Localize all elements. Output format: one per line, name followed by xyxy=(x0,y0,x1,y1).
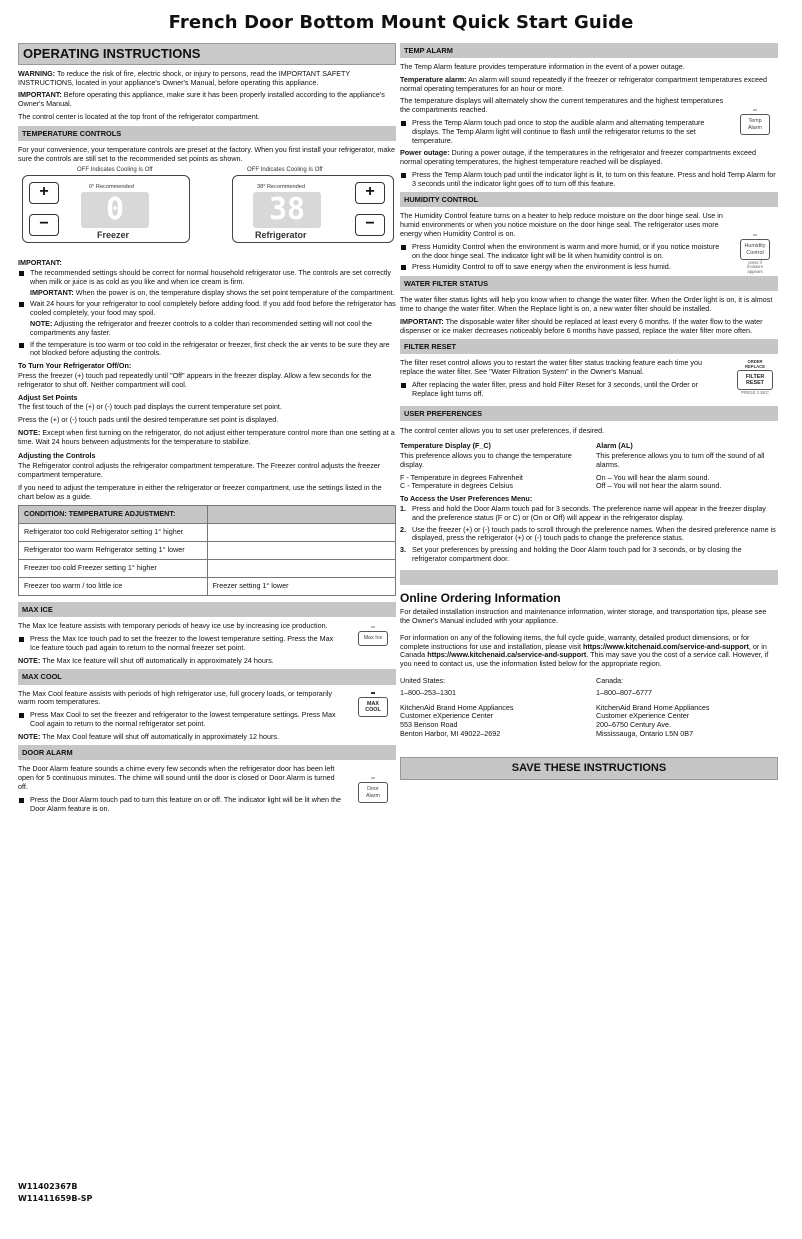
filter-reset-button[interactable]: FILTER RESET xyxy=(737,370,773,390)
max-ice-icon xyxy=(358,626,388,645)
humidity-control-icon: Humidity Control press if moisture appears xyxy=(740,234,770,274)
adjusting-text-1: The Refrigerator control adjusts the refrigerator compartment temperature. The Freezer control adjusts the freezer compartment temperature. xyxy=(18,461,381,479)
max-cool-header: MAX COOL xyxy=(18,669,396,684)
humidity-control-button[interactable]: Humidity Control xyxy=(740,239,770,259)
temperature-controls-header: TEMPERATURE CONTROLS xyxy=(18,126,396,141)
contact-canada: Canada: 1–800–807–6777 KitchenAid Brand Home Appliances Customer eXperience Center 200–6750 Century Ave. Mississauga, Ontario L5N 0B7 xyxy=(596,675,710,738)
list-item: 2. Use the freezer (+) or (-) touch pads to scroll through the preference names. When the desired preference name is displayed, press the refrigerator (+) or (-) touch pads to change the preference status. xyxy=(400,524,776,543)
adjusting-text-2: If you need to adjust the temperature in either the refrigerator or freezer compartment, use the settings listed in the chart below as a guide. xyxy=(18,482,382,501)
filter-reset-section: ORDER REPLACE FILTER RESET PRESS 3 SEC The filter reset control allows you to restart the water filter status tracking feature each time you replace the water filter. See "Water Filtration System" in the Owner's Manual. After replacing the water filter, press and hold Filter Reset for 3 seconds, until the Order or Replace light turns off. xyxy=(400,359,778,398)
freezer-display: 0 xyxy=(81,192,149,228)
adjusting-heading: Adjusting the Controls xyxy=(18,451,96,461)
list-item: Press the Temp Alarm touch pad until the indicator light is lit, to turn on this feature. Press and hold Temp Alarm for 3 seconds until the indicator light goes off to turn off this feature. xyxy=(400,171,778,189)
list-item: If the temperature is too warm or too cold in the refrigerator or freezer, first check the air vents to be sure they are not blocked before adjusting the controls. xyxy=(18,341,396,359)
list-item: Press Humidity Control when the environment is warm and more humid, or if you notice moisture on the door hinge seal. The indicator light will be lit when humidity control is on. xyxy=(400,243,726,261)
refrigerator-plus-button[interactable]: + xyxy=(355,182,385,204)
adjust-text-2: Press the (+) or (-) touch pads until the desired temperature set point is displayed. xyxy=(18,415,279,425)
temp-alarm-button[interactable]: Temp Alarm xyxy=(740,114,770,134)
max-ice-button[interactable]: Max Ice xyxy=(358,631,388,645)
freezer-minus-button[interactable]: − xyxy=(29,214,59,236)
off-note-freezer: OFF Indicates Cooling Is Off xyxy=(77,167,153,174)
online-ordering-heading: Online Ordering Information xyxy=(400,590,561,605)
freezer-control xyxy=(22,167,190,243)
max-cool-note: NOTE: The Max Cool feature will shut off automatically in approximately 12 hours. xyxy=(18,731,279,741)
user-preferences-text: The control center allows you to set user preferences, if desired. xyxy=(400,426,605,436)
operating-instructions-header: OPERATING INSTRUCTIONS xyxy=(18,43,396,65)
user-preferences-header: USER PREFERENCES xyxy=(400,406,778,421)
list-item: Wait 24 hours for your refrigerator to cool completely before adding food. If you add food before the refrigerator has cooled completely, your food may spoil. NOTE: Adjusting the refrigerator and freezer controls to a colder than recommended setting will not cool the compartments any faster. xyxy=(18,300,396,337)
refrigerator-control xyxy=(232,167,394,243)
door-alarm-header: DOOR ALARM xyxy=(18,745,396,760)
list-item: 3. Set your preferences by pressing and holding the Door Alarm touch pad for 3 seconds, or by closing the refrigerator compartment door. xyxy=(400,545,742,563)
max-ice-note: NOTE: The Max Ice feature will shut off automatically in approximately 24 hours. xyxy=(18,655,274,665)
empty-divider-bar xyxy=(400,570,778,585)
temp-alarm-paragraph: Temperature alarm: An alarm will sound repeatedly if the freezer or refrigerator compartment temperatures exceed normal operating temperatures for an hour or more. xyxy=(400,74,767,93)
refrigerator-label: Refrigerator xyxy=(255,230,307,241)
adjust-text-1: The first touch of the (+) or (-) touch pad displays the current temperature set point. xyxy=(18,402,282,412)
turn-off-text: Press the freezer (+) touch pad repeatedly until "Off" appears in the freezer display. Allow a few seconds for the refrigerator to shut off. Neither compartment will cool. xyxy=(18,370,372,389)
adjust-note: NOTE: Except when first turning on the refrigerator, do not adjust either temperature control more than one setting at a time. Wait 24 hours between adjustments for the temperature to stabilize. xyxy=(18,427,395,446)
alarm-pref: Alarm (AL) This preference allows you to turn off the sound of all alarms. On – You will hear the alarm sound. Off – You will not hear the alarm sound. xyxy=(596,441,765,491)
freezer-recommended: 0° Recommended xyxy=(89,184,134,191)
door-alarm-section: Door Alarm The Door Alarm feature sounds a chime every few seconds when the refrigerator door has been left open for 5 continuous minutes. The chime will sound until the door is closed or Door Alarm is turned off. Press the Door Alarm touch pad to turn this feature on or off. The indicator light will be lit when the Door Alarm feature is on. xyxy=(18,765,396,813)
online-text-1: For detailed installation instruction and maintenance information, winter storage, and transportation tips, please see the Owner's Manual included with your appliance. xyxy=(400,607,767,626)
refrigerator-minus-button[interactable]: − xyxy=(355,214,385,236)
important-paragraph: IMPORTANT: Before operating this appliance, make sure it has been properly installed according to the appliance's Owner's Manual. xyxy=(18,90,385,109)
control-center-text: The control center is located at the top front of the refrigerator compartment. xyxy=(18,111,260,121)
important-list xyxy=(18,269,396,358)
table-row: Freezer too cold Freezer setting 1° higher xyxy=(19,560,396,578)
table-header-row: CONDITION: TEMPERATURE ADJUSTMENT: xyxy=(19,506,396,524)
list-item: The recommended settings should be correct for normal household refrigerator use. The controls are set correctly when milk or juice is as cold as you like and when ice cream is firm. IMPORTANT: When the power is on, the temperature display shows the set point temperature of the compartment. xyxy=(18,269,396,297)
table-row: Refrigerator too cold Refrigerator setting 1° higher xyxy=(19,524,396,542)
temp-alarm-intro: The Temp Alarm feature provides temperature information in the event of a power outage. xyxy=(400,62,685,72)
water-filter-important: IMPORTANT: The disposable water filter should be replaced at least every 6 months. If the water flow to the water dispenser or ice maker decreases noticeably before 6 months have passed, replace the water filter more often. xyxy=(400,316,763,335)
door-alarm-button[interactable]: Door Alarm xyxy=(358,782,388,802)
list-item: Press Max Cool to set the freezer and refrigerator to the lowest temperature settings. Press Max Cool again to return to the normal refrigerator set point. xyxy=(18,711,344,729)
list-item: Press Humidity Control to off to save energy when the environment is less humid. xyxy=(400,263,726,272)
filter-reset-icon: ORDER REPLACE FILTER RESET PRESS 3 SEC xyxy=(737,359,773,395)
water-filter-status-text: The water filter status lights will help you know when to change the water filter. When the Order light is on, it is almost time to change the water filter. When the Replace light is on, a new water filter should be installed. xyxy=(400,295,773,313)
temp-display-pref: Temperature Display (F_C) This preference allows you to change the temperature display. F - Temperature in degrees Fahrenheit C - Temperature in degrees Celsius xyxy=(400,441,572,491)
turn-off-heading: To Turn Your Refrigerator Off/On: xyxy=(18,361,132,371)
power-outage-paragraph: Power outage: During a power outage, if the temperatures in the refrigerator and freezer compartments exceed normal operating temperatures, the highest temperature reached will be displayed. xyxy=(400,148,756,167)
preferences-columns xyxy=(400,442,778,495)
left-column xyxy=(18,43,396,817)
control-panel-diagram xyxy=(18,169,396,249)
part-number-2: W11411659B-SP xyxy=(18,1194,93,1204)
max-ice-header: MAX ICE xyxy=(18,602,396,617)
part-number-1: W11402367B xyxy=(18,1182,78,1191)
save-instructions-banner: SAVE THESE INSTRUCTIONS xyxy=(400,757,778,780)
adjustment-table xyxy=(18,505,396,596)
list-item: After replacing the water filter, press and hold Filter Reset for 3 seconds, until the Order or Replace light turns off. xyxy=(400,381,726,399)
temp-alarm-icon xyxy=(740,109,770,134)
steps-list xyxy=(400,505,778,564)
humidity-control-header: HUMIDITY CONTROL xyxy=(400,192,778,207)
list-item: 1. Press and hold the Door Alarm touch pad for 3 seconds. The preference name will appear in the freezer display and the preference status (F or C) or (On or Off) will appear in the refrigerator display. xyxy=(400,503,766,522)
us-support-link[interactable]: https://www.kitchenaid.com/service-and-support xyxy=(582,641,749,651)
max-cool-button[interactable]: MAX COOL xyxy=(358,697,388,717)
warning-paragraph: WARNING: To reduce the risk of fire, electric shock, or injury to persons, read the IMPORTANT SAFETY INSTRUCTIONS, located in your appliance's Owner's Manual, before operating this appliance. xyxy=(18,68,351,87)
part-numbers xyxy=(18,1181,92,1206)
online-text-2: For information on any of the following items, the full cycle guide, warranty, detailed product dimensions, or for complete instructions for use and installation, please visit https://www.kitchenaid.com/service-and-support, or in Canada https://www.kitchenaid.ca/service-and-support. This may save you the cost of a service call. However, if you need to contact us, use the information listed below for the appropriate region. xyxy=(400,632,769,669)
door-alarm-icon xyxy=(358,777,388,802)
contact-columns xyxy=(400,677,778,739)
page-title: French Door Bottom Mount Quick Start Guide xyxy=(168,12,634,33)
off-note-refrigerator: OFF Indicates Cooling Is Off xyxy=(247,167,323,174)
ca-support-link[interactable]: https://www.kitchenaid.ca/service-and-support xyxy=(427,650,587,660)
max-cool-icon xyxy=(358,692,388,717)
contact-us: United States: 1–800–253–1301 KitchenAid Brand Home Appliances Customer eXperience Center 553 Benson Road Benton Harbor, MI 49022–2692 xyxy=(400,675,514,738)
table-row: Refrigerator too warm Refrigerator setting 1° lower xyxy=(19,542,396,560)
max-ice-section: Max Ice The Max Ice feature assists with temporary periods of heavy ice use by increasing ice production. Press the Max Ice touch pad to set the freezer to the lowest temperature setting. Press the Max Ice feature touch pad again to return to the normal freezer set point. xyxy=(18,622,396,652)
water-filter-status-header: WATER FILTER STATUS xyxy=(400,276,778,291)
refrigerator-display: 38 xyxy=(253,192,321,228)
freezer-plus-button[interactable]: + xyxy=(29,182,59,204)
table-row: Freezer too warm / too little ice Freezer setting 1° lower xyxy=(19,578,396,596)
list-item: Press the Max Ice touch pad to set the freezer to the lowest temperature setting. Press the Max Ice feature touch pad again to return to the normal freezer set point. xyxy=(18,635,344,653)
list-item: Press the Temp Alarm touch pad once to stop the audible alarm and alternating temperature displays. The Temp Alarm light will continue to flash until the refrigerator returns to the set temperature. xyxy=(400,119,726,145)
right-column xyxy=(400,43,778,780)
temperature-controls-text: For your convenience, your temperature controls are preset at the factory. When you first install your refrigerator, make sure the controls are still set to the recommended set points as shown. xyxy=(18,144,395,163)
filter-reset-header: FILTER RESET xyxy=(400,339,778,354)
refrigerator-recommended: 38° Recommended xyxy=(257,184,305,191)
access-menu-heading: To Access the User Preferences Menu: xyxy=(400,494,533,504)
list-item: Press the Door Alarm touch pad to turn this feature on or off. The indicator light will be lit when the Door Alarm feature is on. xyxy=(18,796,344,814)
important-heading: IMPORTANT: xyxy=(18,258,62,268)
temp-alarm-header: TEMP ALARM xyxy=(400,43,778,58)
temp-alarm-section: Temp Alarm The temperature displays will alternately show the current temperatures and the highest temperatures the compartments reached. Press the Temp Alarm touch pad once to stop the audible alarm and alternating temperature displays. The Temp Alarm light will continue to flash until the refrigerator returns to the set temperature. xyxy=(400,97,778,145)
max-cool-section: MAX COOL The Max Cool feature assists with periods of high refrigerator use, full grocery loads, or temporarily warm room temperatures. Press Max Cool to set the freezer and refrigerator to the lowest temperature settings. Press Max Cool again to return to the normal refrigerator set point. xyxy=(18,690,396,729)
freezer-label: Freezer xyxy=(97,230,130,241)
adjust-heading: Adjust Set Points xyxy=(18,392,78,402)
humidity-section: Humidity Control press if moisture appears The Humidity Control feature turns on a heater to help reduce moisture on the door hinge seal. Use in humid environments or when you notice moisture on the door hinge seal. The refrigerator uses more energy when Humidity Control is on. Press Humidity Control when the environment is warm and more humid, or if you notice moisture on the door hinge seal. The indicator light will be lit when humidity control is on. Press Humidity Control to off to save energy when the environment is less humid. xyxy=(400,212,778,272)
